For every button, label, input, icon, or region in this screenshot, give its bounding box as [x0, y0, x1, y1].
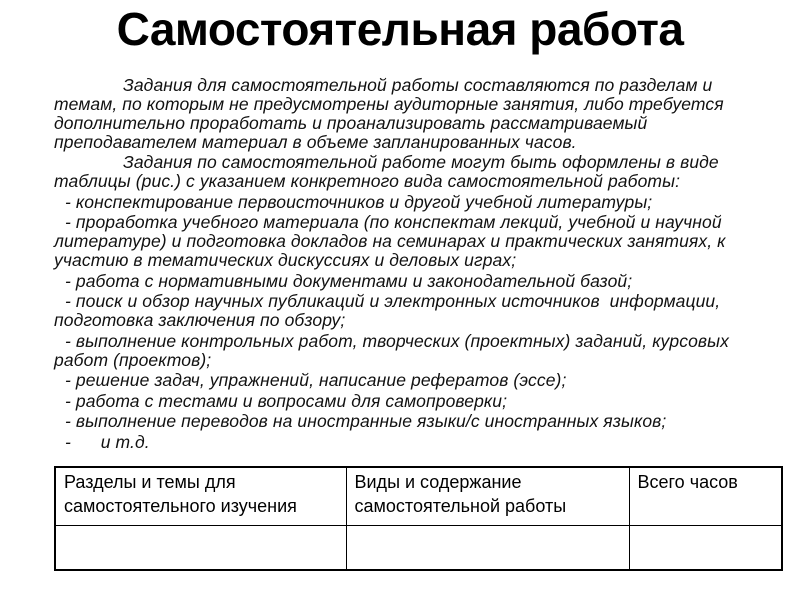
independent-work-table — [54, 466, 783, 571]
body-line: преподавателем материал в объеме запланированных часов. — [54, 132, 577, 152]
table-header-types: Виды и содержание самостоятельной работы — [346, 467, 629, 526]
table-header-sections: Разделы и темы для самостоятельного изучения — [55, 467, 346, 526]
body-line: - поиск и обзор научных публикаций и электронных источников информации, — [65, 291, 721, 311]
body-line: - конспектирование первоисточников и другой учебной литературы; — [65, 191, 653, 212]
body-line: темам, по которым не предусмотрены аудиторные занятия, либо требуется — [54, 94, 724, 114]
body-line: - проработка учебного материала (по конспектам лекций, учебной и научной — [65, 212, 722, 232]
table-cell-types — [346, 526, 629, 571]
body-line: участию в тематических дискуссиях и деловых играх; — [54, 250, 517, 270]
body-line: литературе) и подготовка докладов на семинарах и практических занятиях, к — [54, 231, 726, 251]
body-line: работ (проектов); — [54, 349, 212, 370]
table-row — [55, 526, 782, 571]
body-line: - выполнение контрольных работ, творческих (проектных) заданий, курсовых — [65, 330, 729, 351]
body-line: подготовка заключения по обзору; — [54, 310, 346, 330]
body-line: таблицы (рис.) с указанием конкретного вида самостоятельной работы: — [54, 171, 681, 191]
body-line: - решение задач, упражнений, написание рефератов (эссе); — [65, 370, 567, 390]
table-header-hours: Всего часов — [629, 467, 782, 526]
body-line: Задания по самостоятельной работе могут быть оформлены в виде — [123, 152, 719, 172]
body-text — [52, 76, 792, 452]
body-line: - работа с тестами и вопросами для самопроверки; — [65, 390, 508, 411]
table-cell-hours — [629, 526, 782, 571]
body-line: - и т.д. — [65, 431, 150, 452]
table-cell-sections — [55, 526, 346, 571]
body-line: Задания для самостоятельной работы составляются по разделам и — [123, 75, 713, 95]
body-line: - выполнение переводов на иностранные языки/с иностранных языков; — [65, 411, 667, 431]
table-header-row — [55, 467, 782, 526]
body-line: дополнительно проработать и проанализировать рассматриваемый — [54, 113, 648, 133]
body-line: - работа с нормативными документами и законодательной базой; — [65, 270, 633, 291]
slide-title: Самостоятельная работа — [116, 3, 684, 55]
